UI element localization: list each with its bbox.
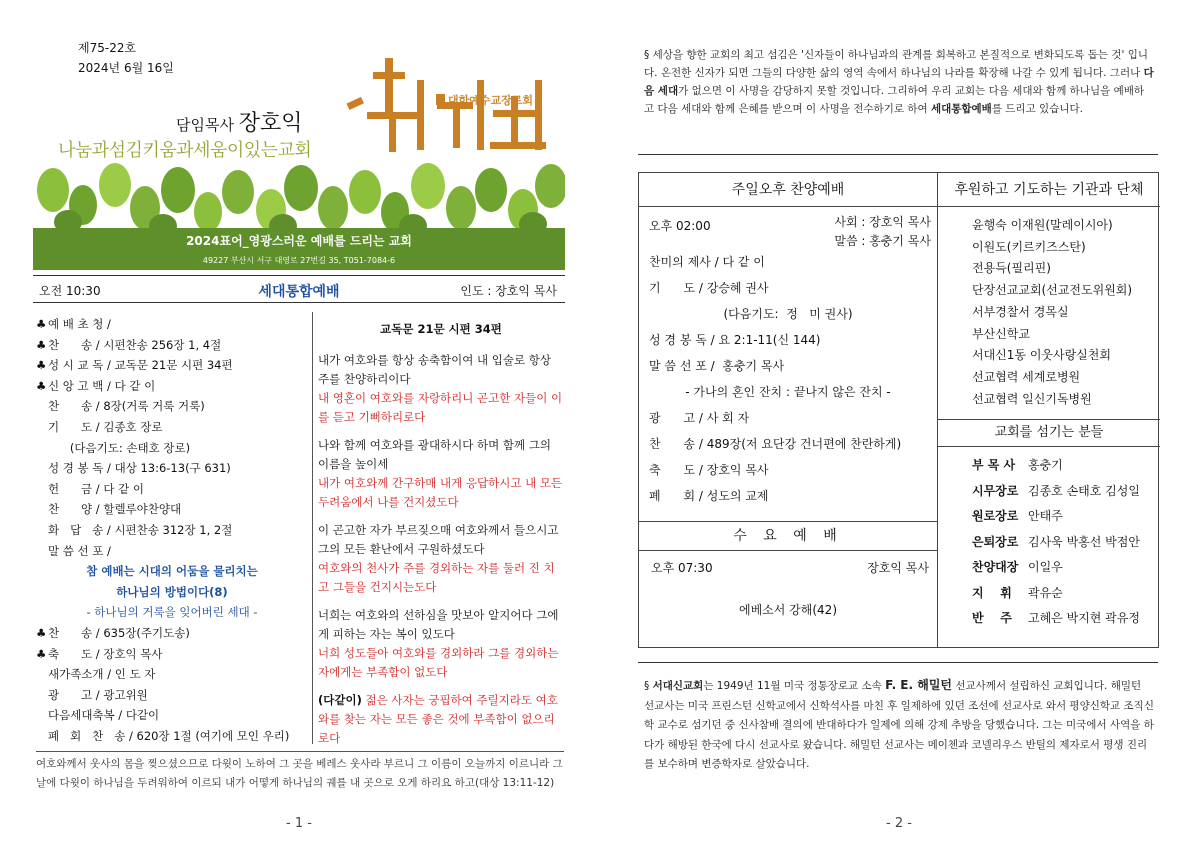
reading-all [318,691,564,748]
issue-number: 제75-22호 [78,41,137,55]
order-item-text: 예 배 초 청 / [48,317,111,331]
reading-body [318,351,564,682]
org-item: 윤행숙 이재원(말레이시아) [972,218,1113,232]
staff-label: 지 휘 [972,585,1012,600]
history-text-1: 는 1949년 11월 미국 정통장로교 소속 [703,680,886,692]
reading-people: 내가 여호와께 간구하매 내게 응답하시고 내 모든 두려움에서 나를 건지셨도다 [318,476,563,509]
responsive-reading [318,318,564,757]
pastor-prefix: 담임목사 [176,116,234,134]
footer-verse: 여호와께서 웃사의 몸을 찢으셨으므로 다윗이 노하여 그 곳을 베레스 웃사라 부르니 그 이름이 오늘까지 이르니라 그 날에 다윗이 하나님을 두려워하여 이르되 내가 어떻게 하나님의 궤를 내 곳으로 오게 하리요 하고(대상 13:11-12) [36,751,564,793]
order-item-text: 기 도 / 김종호 장로 [48,419,163,434]
order-item [36,685,308,706]
org-item: 전용득(필리핀) [972,261,1051,276]
denomination-icon [436,94,445,105]
afternoon-roles [834,213,931,251]
reading-people: 내 영혼이 여호와를 자랑하리니 곤고한 자들이 이를 듣고 기뻐하리로다 [318,391,563,424]
afternoon-order-item: - 가나의 혼인 잔치 : 끝나지 않은 잔치 - [685,385,891,399]
staff-names: 곽유순 [1028,585,1063,600]
order-item [36,314,308,335]
order-item-text: 폐 회 찬 송 / 620장 1절 (여기에 모인 우리) [48,728,290,743]
staff-label: 반 주 [972,611,1012,625]
wednesday-header: 수 요 예 배 [639,521,937,551]
club-icon: ♣ [36,358,47,373]
order-of-worship [36,314,308,746]
afternoon-preacher: 말씀 : 홍충기 목사 [834,234,931,248]
pastor-line [176,106,303,137]
order-item [36,623,308,644]
afternoon-order-item: 찬 송 / 489장(저 요단강 건너편에 찬란하게) [649,437,902,451]
order-item-text: 화 답 송 / 시편찬송 312장 1, 2절 [48,522,233,537]
staff-label: 원로장로 [972,509,1019,523]
org-item: 선교협력 일신기독병원 [972,391,1092,406]
denomination-text: 대한예수교장로회 [448,94,534,107]
club-icon: ♣ [36,378,47,393]
order-item-text: 새가족소개 / 인 도 자 [48,667,156,682]
club-icon: ♣ [36,337,47,352]
church-motto: 나눔과섬김키움과세움이있는교회 [58,140,312,161]
order-item-text: 성 경 봉 독 / 대상 13:6-13(구 631) [48,461,231,476]
staff-label: 찬양대장 [972,560,1019,574]
column-divider [312,312,313,744]
order-item-text: 신 앙 고 백 / 다 같 이 [48,378,156,393]
club-icon: ♣ [36,625,47,640]
reading-paragraph [318,521,564,597]
staff-label: 부 목 사 [972,458,1016,472]
divider-top [638,154,1158,155]
order-item-text: 찬 양 / 할렐루야찬양대 [48,502,182,517]
afternoon-order-item: 축 도 / 장호익 목사 [649,463,769,477]
service-title: 세대통합예배 [258,284,340,300]
sermon-title-2: 하나님의 방법이다(8) [116,584,228,599]
service-time: 오전 10:30 [39,284,101,298]
order-item [36,438,308,459]
staff-row [972,606,1160,632]
afternoon-order-item: 광 고 / 사 회 자 [649,411,750,425]
reading-paragraph [318,436,564,512]
year-theme: 2024표어_영광스러운 예배를 드리는 교회 [186,234,412,248]
order-item [36,499,308,520]
reading-paragraph [318,351,564,427]
denomination [436,92,533,108]
order-item-text: 다음세대축복 / 다같이 [48,708,160,723]
afternoon-time: 오후 02:00 [649,219,711,233]
club-icon: ♣ [36,646,47,661]
staff-row [972,581,1160,607]
reading-all-text: 젊은 사자는 궁핍하여 주릴지라도 여호와를 찾는 자는 모든 좋은 것에 부족함이 없으리로다 [318,693,558,745]
staff-row [972,479,1160,505]
sermon-subtitle: - 하나님의 거룩을 잊어버린 세대 - [86,605,258,620]
reading-people: 너희 성도들아 여호와를 경외하라 그를 경외하는 자에게는 부족함이 없도다 [318,646,559,679]
order-item [36,705,308,726]
intro-text-1: § 세상을 향한 교회의 최고 섬김은 '신자들이 하나님과의 관계를 회복하고 본질적으로 변화되도록 돕는 것' 입니다. 온전한 신자가 되면 그들의 다양한 삶의 영역 속에서 하나님의 나라를 확장해 나갈 수 있게 됩니다. 그러나 [644,49,1149,79]
afternoon-order-item: 찬미의 제사 / 다 같 이 [649,255,765,269]
orgs-header: 후원하고 기도하는 기관과 단체 [938,173,1160,207]
orgs-list [938,207,1160,410]
order-item [36,479,308,500]
staff-row [972,555,1160,581]
history-founder: F. E. 해밀턴 [885,678,953,692]
intro-text-3: 를 드리고 있습니다. [991,103,1083,115]
order-item [36,520,308,541]
order-item-text: 찬 송 / 635장(주기도송) [48,625,190,640]
schedule-box [638,172,1159,648]
history-text-2: 선교사께서 설립하신 교회입니다. 해밀턴 선교사는 미국 프린스턴 신학교에서 신학석사를 마친 후 일제하에 있던 조선에 선교사로 와서 평양신학교 조직신학 교수로 섬기던 중 신사참배 결의에 반대하다가 일제에 의해 강제 추방을 당했습니다. 그는 미국에서 사역을 하다가 해방된 한국에 다시 선교사로 왔습니다. 해밀턴 선교사는 메이첸과 코넬리우스 반틸의 제자로서 평생 진리를 보수하며 변증학자로 살았습니다. [644,680,1154,770]
service-leader: 인도 : 장호익 목사 [460,284,557,298]
issue-info [78,38,174,78]
order-item [36,644,308,665]
order-item-text: 말 씀 선 포 / [48,543,111,558]
afternoon-order-item: (다음기도: 정 미 권사) [723,307,853,321]
order-list [36,314,308,561]
order-item [36,458,308,479]
staff-header: 교회를 섬기는 분들 [938,419,1160,447]
staff-label: 시무장로 [972,483,1019,498]
afternoon-order [639,249,937,509]
reading-leader: 너희는 여호와의 선하심을 맛보아 알지어다 그에게 피하는 자는 복이 있도다 [318,608,559,641]
wednesday-service [639,551,937,649]
wednesday-title: 에베소서 강해(42) [739,603,837,617]
staff-names: 김사욱 박홍선 박점안 [1028,534,1140,549]
afternoon-service [639,207,937,509]
order-item-text: 헌 금 / 다 같 이 [48,481,144,496]
staff-names: 김종호 손태호 김성일 [1028,483,1140,498]
wednesday-time: 오후 07:30 [651,561,713,575]
reading-leader: 내가 여호와를 항상 송축함이여 내 입술로 항상 주를 찬양하리이다 [318,353,552,386]
afternoon-order-item: 폐 회 / 성도의 교제 [649,489,769,503]
afternoon-host: 사회 : 장호익 목사 [834,215,931,229]
order-item-text: 축 도 / 장호익 목사 [48,646,163,661]
reading-leader: 나와 함께 여호와를 광대하시다 하며 함께 그의 이름을 높이세 [318,438,552,471]
intro-paragraph [644,46,1154,118]
reading-people: 여호와의 천사가 주를 경외하는 자를 둘러 진 치고 그들을 건지시는도다 [318,561,555,594]
order-item [36,541,308,562]
page-number-1: - 1 - [286,816,312,831]
issue-date: 2024년 6월 16일 [78,61,174,75]
afternoon-service-header: 주일오후 찬양예배 [639,173,937,207]
history-church: 서대신교회 [652,680,704,692]
staff-names: 홍충기 [1028,458,1063,472]
afternoon-order-item: 말 씀 선 포 / 홍충기 목사 [649,359,785,373]
order-item [36,376,308,397]
wednesday-leader: 장호익 목사 [867,561,929,575]
intro-bold-2: 세대통합예배 [930,103,992,115]
page-number-2: - 2 - [886,816,912,831]
order-item [36,664,308,685]
order-item-text: 찬 송 / 8장(거룩 거룩 거룩) [48,399,205,414]
order-item [36,726,308,747]
church-history [644,676,1154,775]
org-item: 선교협력 세계로병원 [972,369,1081,384]
pastor-name: 장호익 [238,111,303,136]
afternoon-order-item: 성 경 봉 독 / 요 2:1-11(신 144) [649,333,821,347]
staff-names: 고혜은 박지현 곽유정 [1028,611,1140,625]
morning-service-header [33,275,565,303]
intro-text-2: 가 없으면 이 사명을 감당하지 못할 것입니다. 그리하여 우리 교회는 다음 세대와 함께 하나님을 예배하고 다음 세대와 함께 은혜를 받으며 이 사명을 전수하기로 하여 [644,85,1145,115]
order-item [36,335,308,356]
club-icon: ♣ [36,317,47,331]
order-item-text: 광 고 / 광고위원 [48,687,148,702]
org-item: 서대신1동 이웃사랑실천회 [972,348,1111,363]
order-item-text: (다음기도: 손태호 장로) [48,440,191,455]
staff-row [972,504,1160,530]
order-item [36,396,308,417]
order-item-text: 성 시 교 독 / 교독문 21문 시편 34편 [48,358,233,373]
staff-names: 이일우 [1028,560,1063,574]
divider-bottom [638,662,1158,663]
order-item-text: 찬 송 / 시편찬송 256장 1, 4절 [48,337,222,352]
staff-label: 은퇴장로 [972,534,1019,549]
afternoon-order-item: 기 도 / 강승혜 권사 [649,281,769,295]
reading-leader: 이 곤고한 자가 부르짖으매 여호와께서 들으시고 그의 모든 환난에서 구원하셨도다 [318,523,559,556]
reading-title: 교독문 21문 시편 34편 [380,322,502,336]
reading-paragraph [318,606,564,682]
reading-all-label: (다같이) [318,693,362,707]
history-prefix: § [644,680,653,692]
church-address: 49227 부산시 서구 대영로 27번길 35, T051-7084-6 [202,256,396,265]
sermon-title-1: 참 예배는 시대의 어둠을 물리치는 [86,564,258,579]
org-item: 단장선교교회(선교전도위원회) [972,283,1133,298]
order-item [36,355,308,376]
order-item [36,417,308,438]
staff-row [972,530,1160,556]
intro-bold-1: 다음 세대 [644,67,1154,97]
order-after-list [36,623,308,747]
staff-row [972,453,1160,479]
org-item: 서부경찰서 경목실 [972,304,1069,319]
staff-list [938,453,1160,632]
banner-strip [33,228,565,270]
org-item: 부산신학교 [972,326,1030,341]
staff-names: 안태주 [1028,509,1063,523]
org-item: 이원도(키르키즈스탄) [972,239,1086,254]
